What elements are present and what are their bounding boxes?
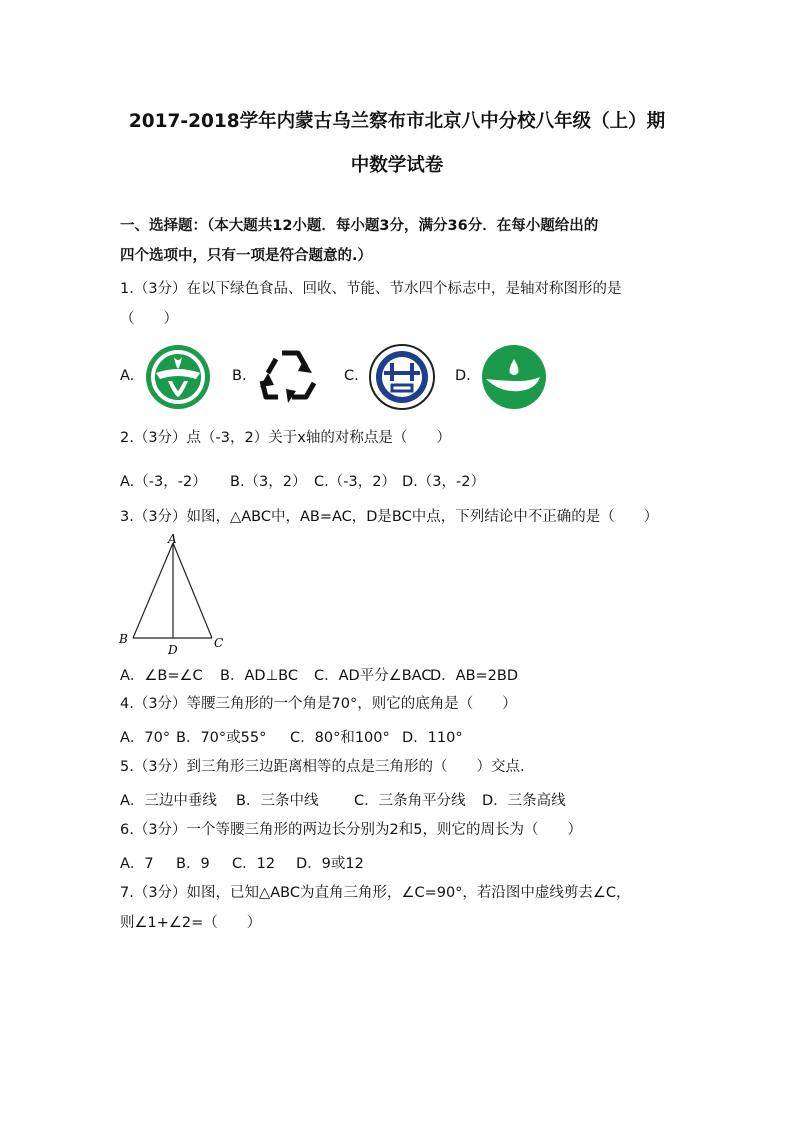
- q5-stem: 5.（3分）到三角形三边距离相等的点是三角形的（ ）交点.: [120, 759, 525, 775]
- q7-stem-line-2: 则∠1+∠2=（ ）: [120, 915, 262, 931]
- q3-vertex-c-label: C: [214, 636, 224, 650]
- q6-stem: 6.（3分）一个等腰三角形的两边长分别为2和5，则它的周长为（ ）: [120, 822, 583, 838]
- q1-option-c-label: C.: [344, 368, 359, 384]
- q4-stem: 4.（3分）等腰三角形的一个角是70°，则它的底角是（ ）: [120, 696, 517, 712]
- q1-stem-line-1: 1.（3分）在以下绿色食品、回收、节能、节水四个标志中，是轴对称图形的是: [120, 281, 622, 297]
- q1-option-d-label: D.: [455, 368, 471, 384]
- q2-option-a: A.（-3，-2）: [120, 474, 207, 490]
- exam-title: [110, 100, 684, 188]
- q3-triangle-figure: [112, 532, 232, 656]
- q3-option-d: D．AB=2BD: [430, 668, 519, 684]
- q3-point-d-label: D: [168, 643, 178, 656]
- q5-option-c: C．三条角平分线: [354, 793, 466, 809]
- q1-option-b-label: B.: [232, 368, 247, 384]
- q5-option-d: D．三条高线: [482, 793, 566, 809]
- q3-option-a: A．∠B=∠C: [120, 668, 203, 684]
- title-line-1: 2017-2018学年内蒙古乌兰察布市北京八中分校八年级（上）期: [128, 111, 666, 132]
- energy-saving-logo-icon: [368, 343, 436, 411]
- q3-option-b: B．AD⊥BC: [220, 668, 298, 684]
- water-saving-logo-icon: [480, 343, 548, 411]
- q2-option-d: D.（3，-2）: [402, 474, 485, 490]
- green-food-logo-icon: [144, 343, 212, 411]
- q4-option-b: B．70°或55°: [176, 730, 267, 746]
- section-heading-line-1: 一、选择题：（本大题共12小题．每小题3分，满分36分．在每小题给出的: [120, 218, 599, 234]
- q4-option-d: D．110°: [402, 730, 463, 746]
- q6-option-c: C．12: [232, 856, 276, 872]
- title-line-2: 中数学试卷: [350, 155, 444, 176]
- q5-option-a: A．三边中垂线: [120, 793, 217, 809]
- q3-stem: 3.（3分）如图，△ABC中，AB=AC，D是BC中点，下列结论中不正确的是（ ）: [120, 509, 659, 525]
- q1-option-a-label: A.: [120, 368, 135, 384]
- q2-option-b: B.（3，2）: [230, 474, 307, 490]
- q7-stem-line-1: 7.（3分）如图，已知△ABC为直角三角形，∠C=90°，若沿图中虚线剪去∠C，: [120, 885, 631, 901]
- q3-vertex-a-label: A: [168, 532, 177, 546]
- q3-option-c: C．AD平分∠BAC: [314, 668, 432, 684]
- q5-option-b: B．三条中线: [236, 793, 319, 809]
- q6-option-a: A．7: [120, 856, 154, 872]
- q3-vertex-b-label: B: [119, 632, 128, 646]
- q4-option-a: A．70°: [120, 730, 171, 746]
- section-heading-line-2: 四个选项中，只有一项是符合题意的.）: [120, 248, 373, 264]
- recycle-logo-icon: [256, 343, 324, 411]
- q2-option-c: C.（-3，2）: [314, 474, 396, 490]
- q6-option-b: B．9: [176, 856, 210, 872]
- q6-option-d: D．9或12: [296, 856, 364, 872]
- q4-option-c: C．80°和100°: [290, 730, 390, 746]
- q1-stem-line-2: （ ）: [120, 311, 178, 327]
- q2-stem: 2.（3分）点（-3，2）关于x轴的对称点是（ ）: [120, 430, 451, 446]
